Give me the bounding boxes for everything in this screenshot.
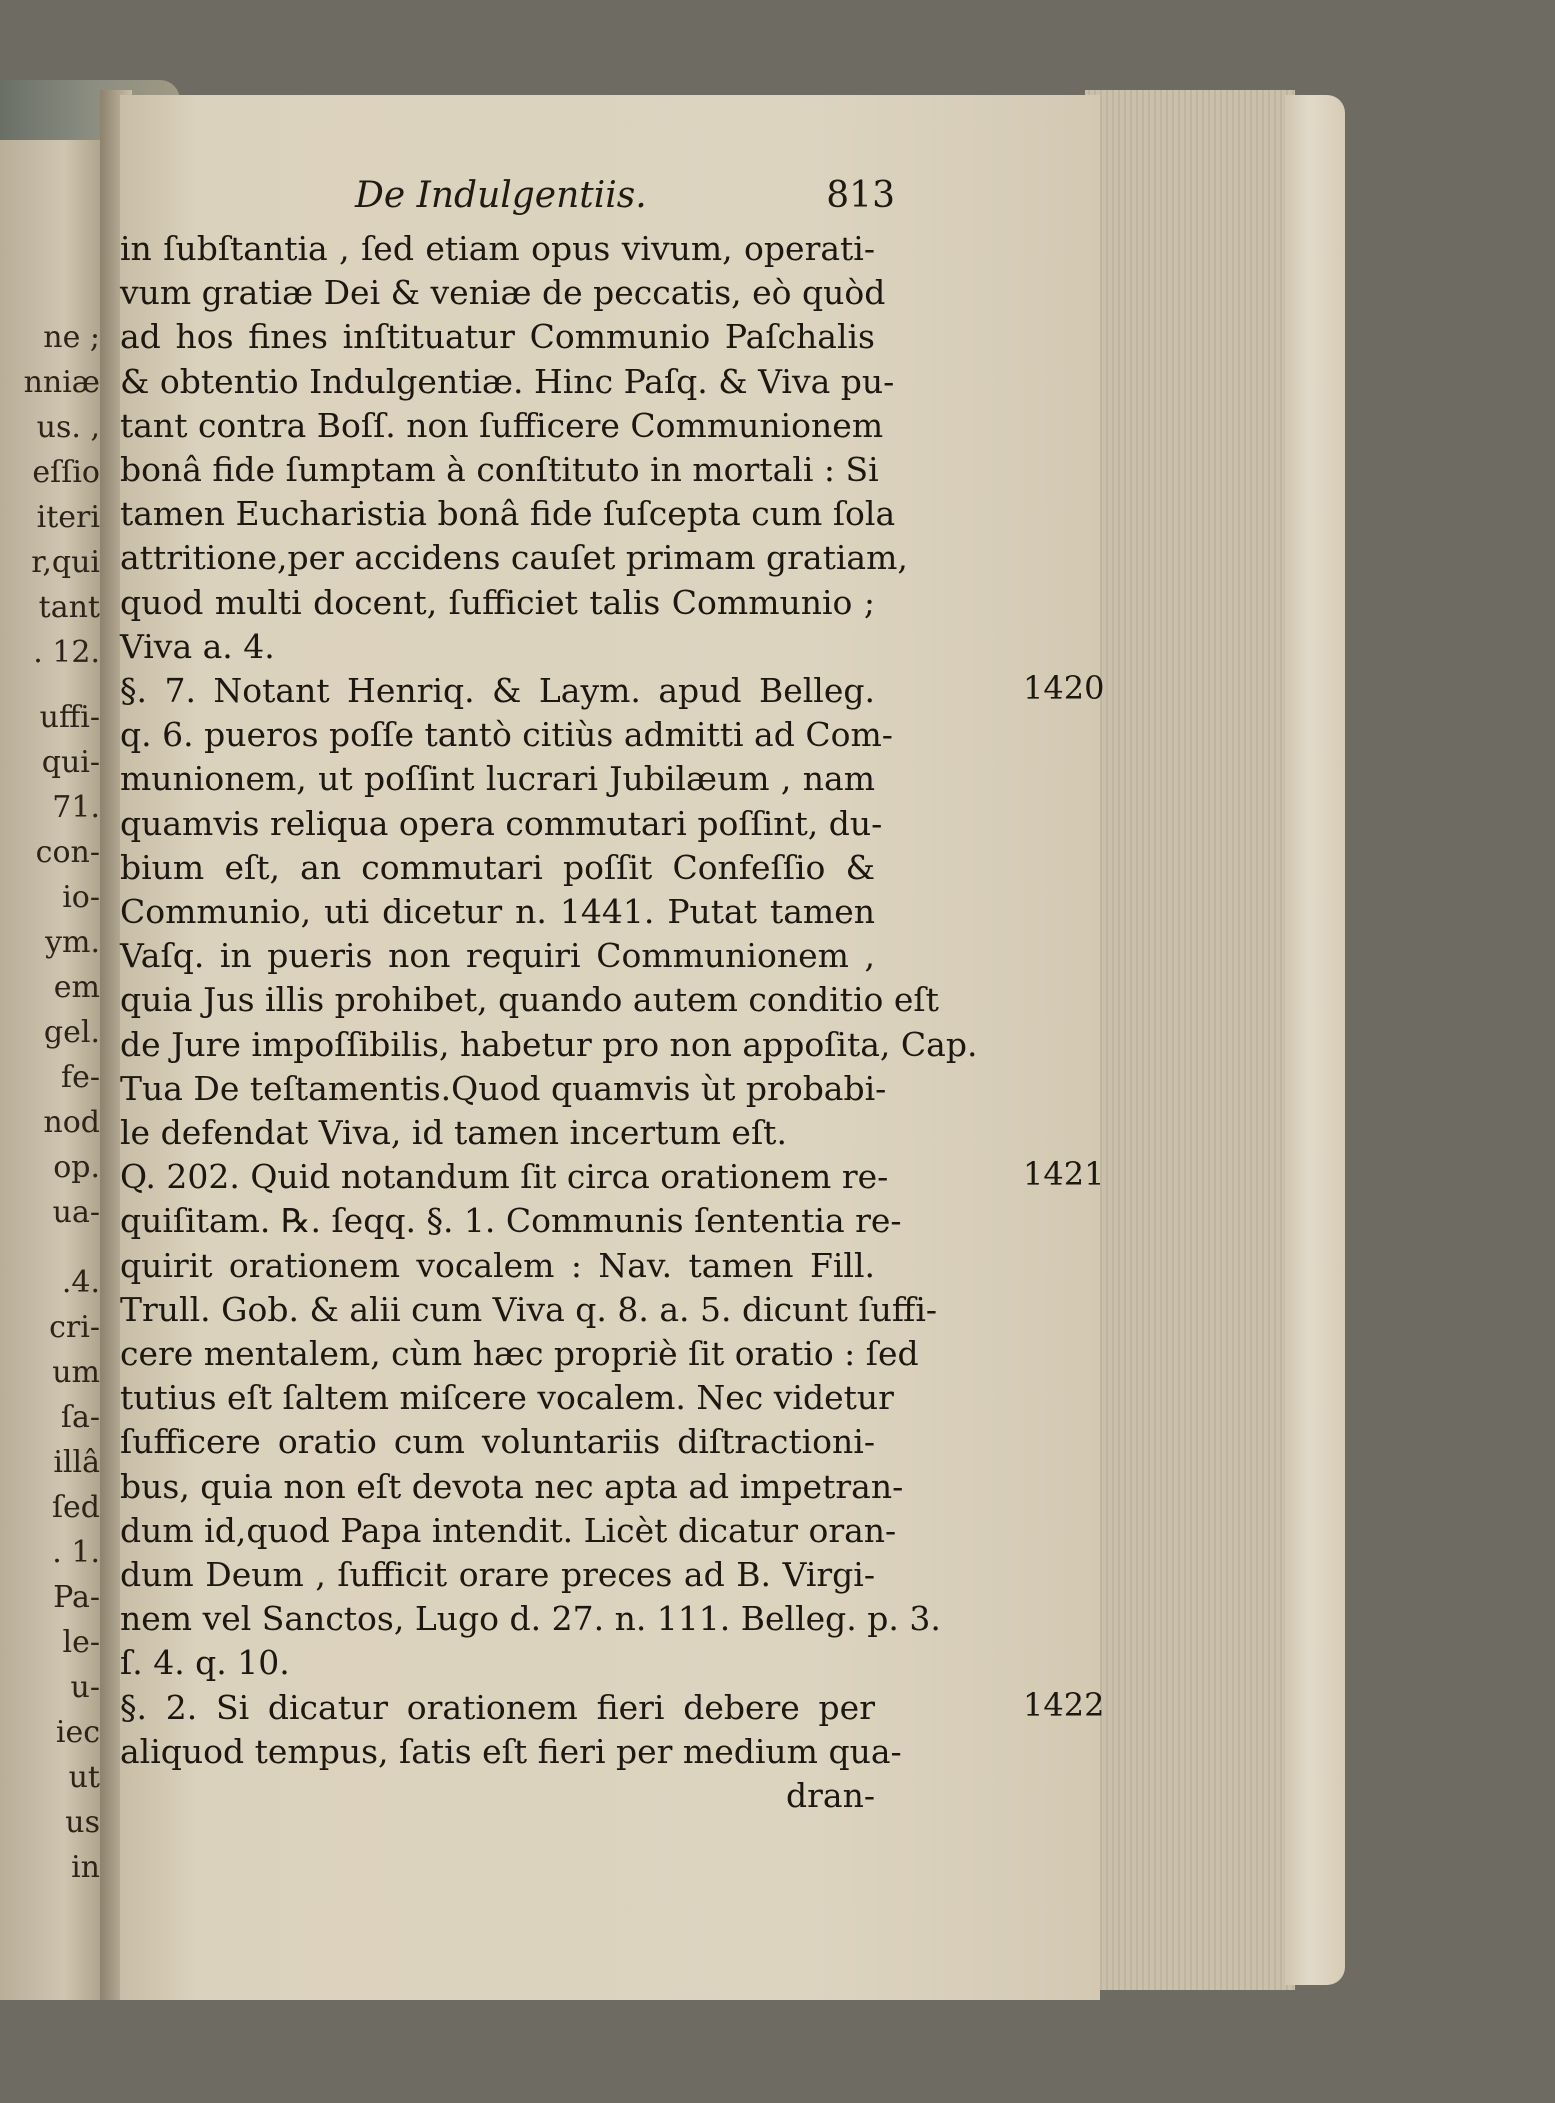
left-page-fragment: ym. [45, 925, 100, 960]
text-line: ad hos fines inſtituatur Communio Paſchalis [120, 317, 875, 357]
text-line: nem vel Sanctos, Lugo d. 27. n. 111. Belleg. p. 3. [120, 1599, 941, 1639]
text-line: aliquod tempus, ſatis eſt fieri per medium qua- [120, 1731, 902, 1771]
left-page-fragment: le- [62, 1625, 100, 1660]
left-page-fragment: ne ; [43, 320, 100, 355]
text-line: Communio, uti dicetur n. 1441. Putat tamen [120, 892, 875, 931]
left-page-fragment: em [53, 970, 100, 1005]
book-fore-edge [1285, 95, 1345, 1985]
left-page-fragment: op. [53, 1150, 100, 1185]
left-page-fragment: nniæ [23, 365, 100, 400]
text-line: in ſubſtantia , ſed etiam opus vivum, operati- [120, 229, 875, 268]
left-page-fragment: io- [62, 880, 100, 915]
text-line: Vaſq. in pueris non requiri Communionem , [120, 936, 875, 976]
text-line: ſufficere oratio cum voluntariis diſtractioni- [120, 1422, 875, 1462]
left-page-fragment: in [71, 1850, 100, 1885]
text-line: q. 6. pueros poſſe tantò citiùs admitti ad Com- [120, 715, 893, 755]
left-page-fragment: tant [38, 590, 100, 625]
left-page-fragment: us [65, 1805, 100, 1840]
left-page-fragment: iteri [36, 500, 100, 535]
left-page-fragment: ut [68, 1760, 100, 1795]
text-line: & obtentio Indulgentiæ. Hinc Paſq. & Viva pu- [120, 361, 895, 401]
text-line: bium eſt, an commutari poſſit Confeſſio & [120, 847, 875, 887]
left-page-fragment: qui- [41, 745, 100, 780]
text-line: bus, quia non eſt devota nec apta ad impetran- [120, 1466, 904, 1506]
left-page-fragment: u- [70, 1670, 100, 1705]
text-line: dum Deum , ſufficit orare preces ad B. Virgi- [120, 1555, 875, 1594]
running-title: De Indulgentiis. [355, 175, 647, 216]
text-line: quamvis reliqua opera commutari poſſint, du- [120, 803, 883, 843]
text-line: cere mentalem, cùm hæc propriè ſit oratio : ſed [120, 1334, 919, 1373]
text-line: §. 7. Notant Henriq. & Laym. apud Belleg. [120, 671, 875, 710]
text-line: bonâ fide ſumptam à conſtituto in mortali : Si [120, 450, 879, 489]
left-page-fragment: uffi- [39, 700, 100, 735]
text-line: tutius eſt ſaltem miſcere vocalem. Nec videtur [120, 1378, 894, 1418]
text-line: attritione,per accidens cauſet primam gratiam, [120, 538, 908, 578]
left-page-fragment: 71. [52, 790, 100, 825]
left-page-fragment: Pa- [53, 1580, 100, 1615]
text-line: dran- [786, 1776, 875, 1815]
text-line: quiſitam. ℞. ſeqq. §. 1. Communis ſententia re- [120, 1201, 902, 1241]
left-page-fragment: um [52, 1355, 100, 1390]
left-page-fragment: ua- [52, 1195, 100, 1230]
margin-number: 1422 [1023, 1685, 1105, 1724]
text-line: munionem, ut poſſint lucrari Jubilæum , nam [120, 759, 875, 799]
text-line: ſ. 4. q. 10. [120, 1643, 290, 1683]
left-page-fragment: gel. [43, 1015, 100, 1050]
page-edges [1085, 90, 1295, 1990]
left-page-fragment: iec [55, 1715, 100, 1750]
text-line: Tua De teſtamentis.Quod quamvis ùt probabi- [120, 1068, 887, 1108]
text-line: Viva a. 4. [120, 626, 275, 666]
left-page-fragment: ſa- [60, 1400, 100, 1435]
text-line: Trull. Gob. & alii cum Viva q. 8. a. 5. dicunt ſuffi- [120, 1289, 938, 1329]
left-page [0, 95, 108, 2000]
text-line: de Jure impoſſibilis, habetur pro non appoſita, Cap. [120, 1024, 978, 1064]
left-page-fragment: con- [35, 835, 100, 870]
left-page-fragment: . 1. [52, 1535, 100, 1570]
left-page-fragment: fe- [61, 1060, 100, 1095]
left-page-fragment: . 12. [33, 635, 100, 670]
left-page-fragment: nod [43, 1105, 100, 1140]
margin-number: 1421 [1023, 1155, 1105, 1194]
text-line: quod multi docent, ſufficiet talis Communio ; [120, 582, 875, 622]
left-page-fragment: cri- [49, 1310, 100, 1345]
text-line: quirit orationem vocalem : Nav. tamen Fill. [120, 1245, 875, 1285]
left-page-fragment: r,qui [31, 545, 100, 580]
page-header [355, 175, 895, 225]
text-line: tant contra Boſſ. non ſufficere Communionem [120, 405, 884, 445]
text-line: dum id,quod Papa intendit. Licèt dicatur oran- [120, 1510, 897, 1550]
left-page-fragment: illâ [53, 1445, 100, 1480]
margin-number: 1420 [1023, 669, 1105, 707]
text-line: le defendat Viva, id tamen incertum eſt. [120, 1113, 787, 1152]
left-page-fragment: eſſio [32, 455, 100, 490]
left-page-fragment: us. , [36, 410, 100, 445]
text-line: quia Jus illis prohibet, quando autem conditio eſt [120, 980, 939, 1020]
page-number: 813 [826, 175, 895, 216]
text-line: §. 2. Si dicatur orationem fieri debere per [120, 1687, 875, 1727]
text-line: tamen Eucharistia bonâ fide ſuſcepta cum ſola [120, 494, 896, 534]
left-page-fragment: .4. [61, 1265, 100, 1300]
text-line: Q. 202. Quid notandum ſit circa orationem re- [120, 1157, 889, 1197]
text-line: vum gratiæ Dei & veniæ de peccatis, eò quòd [120, 273, 886, 313]
left-page-fragment: ſed [51, 1490, 100, 1525]
